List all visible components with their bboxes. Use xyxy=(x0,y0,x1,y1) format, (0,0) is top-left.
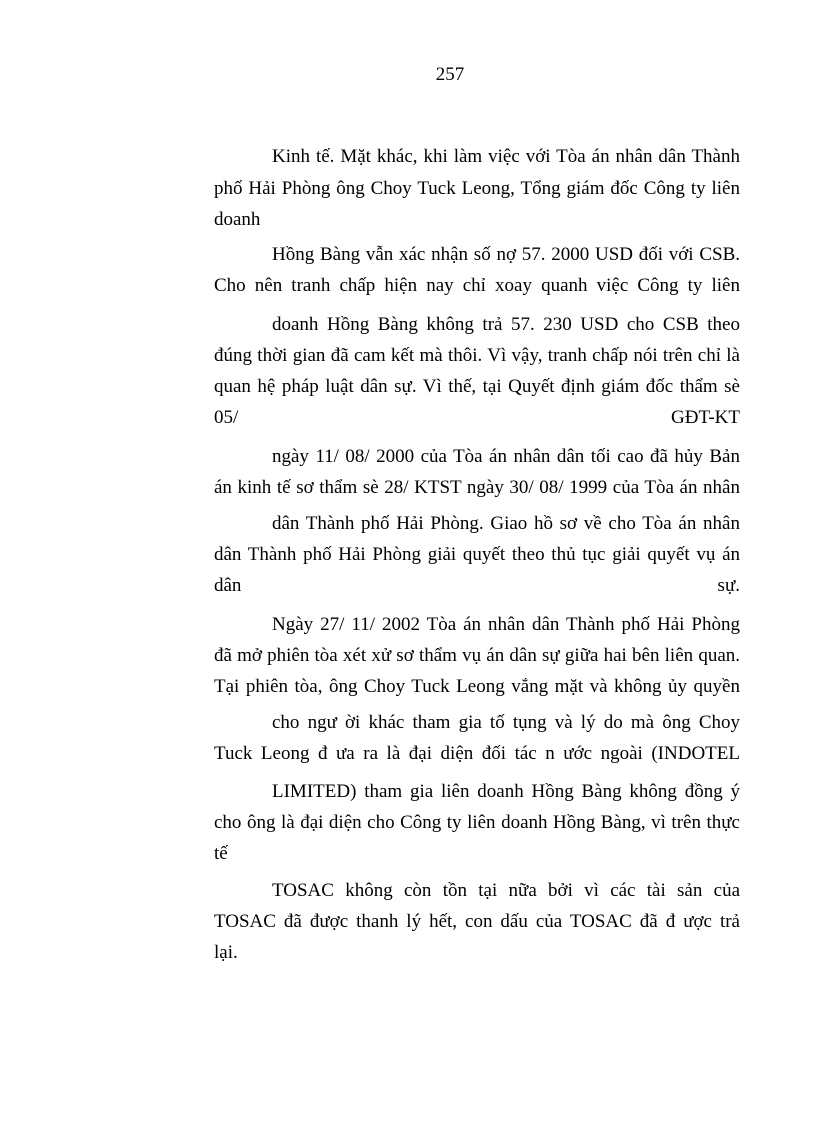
text-line: quan hệ pháp luật dân sự. Vì thế, tại Quyết định giám đốc thẩm sè xyxy=(214,376,740,397)
text-line: Kinh tế. Mặt khác, khi làm việc với Tòa án nhân dân Thành xyxy=(272,146,740,167)
text-line: Tuck Leong đ ưa ra là đại diện đối tác n ước ngoài (INDOTEL xyxy=(214,743,740,764)
text-line-left: 05/ xyxy=(214,407,239,428)
text-line: Cho nên tranh chấp hiện nay chỉ xoay quanh việc Công ty liên xyxy=(214,275,740,296)
text-line: dân Thành phố Hải Phòng giải quyết theo thủ tục giải quyết vụ án xyxy=(214,544,740,565)
text-line: lại. xyxy=(214,942,238,963)
text-line-split xyxy=(214,406,740,430)
text-line-left: dân xyxy=(214,575,242,596)
text-line: tế xyxy=(214,843,228,864)
text-line: LIMITED) tham gia liên doanh Hồng Bàng không đồng ý xyxy=(272,781,740,802)
text-line: đúng thời gian đã cam kết mà thôi. Vì vậy, tranh chấp nói trên chỉ là xyxy=(214,345,740,366)
text-line: ngày 11/ 08/ 2000 của Tòa án nhân dân tối cao đã hủy Bản xyxy=(272,446,740,467)
text-line: Hồng Bàng vẫn xác nhận số nợ 57. 2000 USD đối với CSB. xyxy=(272,244,740,265)
text-line-right: GĐT-KT xyxy=(671,407,740,428)
text-line-split xyxy=(214,574,740,598)
text-line: TOSAC đã được thanh lý hết, con dấu của TOSAC đã đ ược trả xyxy=(214,911,740,932)
text-line: cho ông là đại diện cho Công ty liên doanh Hồng Bàng, vì trên thực xyxy=(214,812,740,833)
text-line: doanh xyxy=(214,209,261,230)
text-line: phố Hải Phòng ông Choy Tuck Leong, Tổng giám đốc Công ty liên xyxy=(214,178,740,199)
text-line: án kinh tế sơ thẩm sè 28/ KTST ngày 30/ 08/ 1999 của Tòa án nhân xyxy=(214,477,740,498)
page-number: 257 xyxy=(435,64,465,85)
text-line-right: sự. xyxy=(717,575,740,596)
text-line: Ngày 27/ 11/ 2002 Tòa án nhân dân Thành phố Hải Phòng xyxy=(272,614,740,635)
text-line: dân Thành phố Hải Phòng. Giao hồ sơ về cho Tòa án nhân xyxy=(272,513,740,534)
text-line: Tại phiên tòa, ông Choy Tuck Leong vắng mặt và không ủy quyền xyxy=(214,676,740,697)
text-line: đã mở phiên tòa xét xử sơ thẩm vụ án dân sự giữa hai bên liên quan. xyxy=(214,645,740,666)
text-line: cho ngư ời khác tham gia tố tụng và lý do mà ông Choy xyxy=(272,712,740,733)
text-line: TOSAC không còn tồn tại nữa bởi vì các tài sản của xyxy=(272,880,740,901)
text-line: doanh Hồng Bàng không trả 57. 230 USD cho CSB theo xyxy=(272,314,740,335)
